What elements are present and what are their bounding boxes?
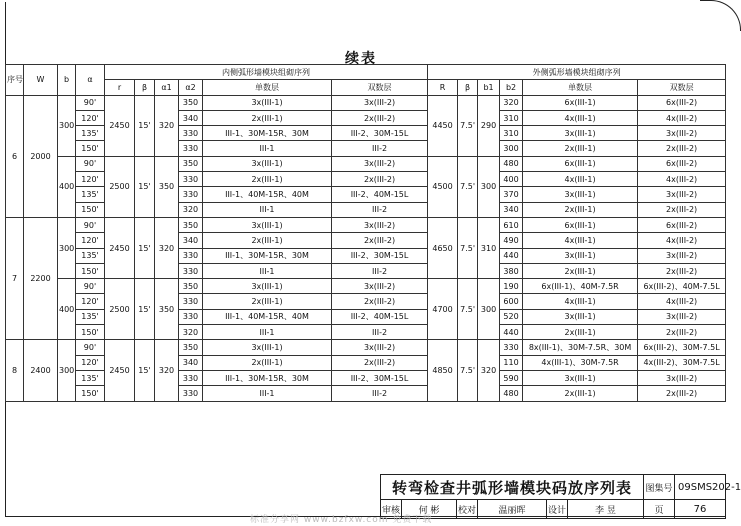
cell-single-outer: 6x(III-1): [523, 156, 638, 171]
cell-a2: 350: [179, 95, 203, 110]
cell-single: 2x(III-1): [203, 233, 332, 248]
cell-W: 2000: [24, 95, 58, 217]
cell-double: 3x(III-2): [332, 279, 428, 294]
drawing-title: 转弯检查井弧形墙模块码放序列表: [380, 474, 644, 500]
cell-double: 3x(III-2): [332, 217, 428, 232]
cell-double-outer: 6x(III-2): [638, 95, 726, 110]
table-row: [6, 156, 726, 171]
cell-single: 2x(III-1): [203, 294, 332, 309]
header-outer-group: 外侧弧形墙模块组砌序列: [428, 65, 726, 80]
atlas-number: 09SMS202-1: [674, 474, 726, 500]
cell-a2: 330: [179, 172, 203, 187]
watermark: 标准分享网 www.bzfxw.com 免费下载: [250, 515, 433, 525]
cell-b2: 110: [500, 355, 523, 370]
cell-alpha: 135': [76, 187, 105, 202]
cell-double-outer: 2x(III-2): [638, 386, 726, 401]
cell-double: III-2: [332, 263, 428, 278]
cell-b1: 290: [478, 95, 500, 156]
cell-double-outer: 3x(III-2): [638, 309, 726, 324]
table-body: [6, 95, 726, 401]
cell-a2: 350: [179, 156, 203, 171]
header-b1: b1: [478, 80, 500, 95]
sequence-table: [5, 64, 726, 402]
cell-single: III-1: [203, 141, 332, 156]
cell-b2: 400: [500, 172, 523, 187]
cell-beta-outer: 7.5': [458, 217, 478, 278]
cell-single-outer: 2x(III-1): [523, 386, 638, 401]
cell-alpha: 135': [76, 309, 105, 324]
cell-a2: 330: [179, 126, 203, 141]
cell-double: III-2: [332, 325, 428, 340]
cell-double-outer: 6x(III-2)、40M-7.5L: [638, 279, 726, 294]
cell-alpha: 150': [76, 202, 105, 217]
cell-b1: 300: [478, 279, 500, 340]
cell-a2: 330: [179, 263, 203, 278]
cell-double: III-2: [332, 202, 428, 217]
cell-a2: 330: [179, 248, 203, 263]
cell-beta: 15': [135, 217, 155, 278]
cell-a1: 350: [155, 279, 179, 340]
cell-double: 2x(III-2): [332, 294, 428, 309]
cell-alpha: 120': [76, 233, 105, 248]
cell-b2: 310: [500, 110, 523, 125]
cell-single-outer: 3x(III-1): [523, 187, 638, 202]
cell-double-outer: 4x(III-2): [638, 110, 726, 125]
cell-beta-outer: 7.5': [458, 156, 478, 217]
header-a1: α1: [155, 80, 179, 95]
cell-alpha: 90': [76, 95, 105, 110]
cell-double-outer: 4x(III-2): [638, 294, 726, 309]
cell-single-outer: 4x(III-1): [523, 172, 638, 187]
cell-double: 3x(III-2): [332, 95, 428, 110]
cell-b2: 480: [500, 156, 523, 171]
cell-b2: 330: [500, 340, 523, 355]
design-label: 设计: [546, 499, 568, 519]
cell-single-outer: 2x(III-1): [523, 263, 638, 278]
cell-R: 4650: [428, 217, 458, 278]
cell-double-outer: 2x(III-2): [638, 202, 726, 217]
header-W: W: [24, 65, 58, 96]
header-double: 双数层: [332, 80, 428, 95]
cell-double: 2x(III-2): [332, 355, 428, 370]
cell-a2: 350: [179, 340, 203, 355]
cell-b2: 310: [500, 126, 523, 141]
cell-alpha: 120': [76, 294, 105, 309]
cell-b2: 600: [500, 294, 523, 309]
header-single: 单数层: [203, 80, 332, 95]
cell-R: 4500: [428, 156, 458, 217]
cell-double-outer: 4x(III-2)、30M-7.5L: [638, 355, 726, 370]
table-row: [6, 95, 726, 110]
cell-single-outer: 3x(III-1): [523, 370, 638, 385]
cell-single: 3x(III-1): [203, 279, 332, 294]
cell-double: III-2、30M-15L: [332, 248, 428, 263]
cell-a2: 320: [179, 202, 203, 217]
cell-b2: 340: [500, 202, 523, 217]
page-curl: [700, 0, 741, 31]
cell-double: 3x(III-2): [332, 156, 428, 171]
cell-alpha: 120': [76, 355, 105, 370]
cell-double-outer: 3x(III-2): [638, 187, 726, 202]
cell-double-outer: 6x(III-2): [638, 156, 726, 171]
cell-a2: 350: [179, 217, 203, 232]
header-beta: β: [135, 80, 155, 95]
cell-beta-outer: 7.5': [458, 95, 478, 156]
cell-double: III-2、40M-15L: [332, 187, 428, 202]
cell-alpha: 90': [76, 217, 105, 232]
cell-alpha: 135': [76, 126, 105, 141]
header-r: r: [105, 80, 135, 95]
cell-b: 400: [58, 156, 76, 217]
page-label: 页: [643, 499, 675, 519]
cell-single: III-1、30M-15R、30M: [203, 370, 332, 385]
header-single-outer: 单数层: [523, 80, 638, 95]
cell-double: III-2、30M-15L: [332, 126, 428, 141]
cell-alpha: 150': [76, 386, 105, 401]
cell-beta: 15': [135, 340, 155, 401]
header-b: b: [58, 65, 76, 96]
designer-name: 李 昱: [567, 499, 644, 519]
table-row: [6, 340, 726, 355]
cell-alpha: 135': [76, 370, 105, 385]
cell-single-outer: 4x(III-1): [523, 233, 638, 248]
cell-double-outer: 2x(III-2): [638, 141, 726, 156]
cell-double-outer: 6x(III-2): [638, 217, 726, 232]
cell-a1: 320: [155, 217, 179, 278]
cell-R: 4450: [428, 95, 458, 156]
cell-a2: 320: [179, 325, 203, 340]
cell-single-outer: 2x(III-1): [523, 202, 638, 217]
cell-a1: 320: [155, 95, 179, 156]
cell-b2: 370: [500, 187, 523, 202]
cell-double-outer: 2x(III-2): [638, 325, 726, 340]
cell-W: 2200: [24, 217, 58, 339]
cell-single: 3x(III-1): [203, 95, 332, 110]
cell-seq: 8: [6, 340, 24, 401]
cell-a1: 350: [155, 156, 179, 217]
cell-b2: 440: [500, 248, 523, 263]
cell-b2: 380: [500, 263, 523, 278]
cell-a2: 330: [179, 370, 203, 385]
cell-b2: 300: [500, 141, 523, 156]
cell-beta-outer: 7.5': [458, 279, 478, 340]
cell-b: 300: [58, 340, 76, 401]
page-number: 76: [674, 499, 726, 519]
cell-b: 400: [58, 279, 76, 340]
header-double-outer: 双数层: [638, 80, 726, 95]
cell-single: III-1、40M-15R、40M: [203, 187, 332, 202]
cell-single-outer: 2x(III-1): [523, 325, 638, 340]
cell-alpha: 150': [76, 325, 105, 340]
cell-seq: 7: [6, 217, 24, 339]
cell-beta: 15': [135, 95, 155, 156]
cell-single-outer: 3x(III-1): [523, 248, 638, 263]
cell-single-outer: 6x(III-1): [523, 217, 638, 232]
cell-single: III-1: [203, 325, 332, 340]
cell-single: 3x(III-1): [203, 217, 332, 232]
cell-b2: 190: [500, 279, 523, 294]
reviewer-name: 何 彬: [401, 499, 457, 519]
table-title: 续表: [345, 51, 377, 67]
cell-a2: 330: [179, 386, 203, 401]
cell-a2: 340: [179, 110, 203, 125]
cell-alpha: 90': [76, 340, 105, 355]
header-beta-outer: β: [458, 80, 478, 95]
checker-name: 温丽晖: [477, 499, 547, 519]
cell-single-outer: 4x(III-1): [523, 294, 638, 309]
cell-single-outer: 4x(III-1): [523, 110, 638, 125]
cell-double: III-2、40M-15L: [332, 309, 428, 324]
cell-single-outer: 6x(III-1)、40M-7.5R: [523, 279, 638, 294]
cell-single-outer: 3x(III-1): [523, 126, 638, 141]
cell-double-outer: 3x(III-2): [638, 370, 726, 385]
cell-a2: 340: [179, 355, 203, 370]
cell-b2: 520: [500, 309, 523, 324]
cell-a1: 320: [155, 340, 179, 401]
table-row: [6, 279, 726, 294]
cell-a2: 330: [179, 141, 203, 156]
cell-beta-outer: 7.5': [458, 340, 478, 401]
cell-alpha: 90': [76, 156, 105, 171]
cell-W: 2400: [24, 340, 58, 401]
cell-r: 2450: [105, 340, 135, 401]
cell-a2: 340: [179, 233, 203, 248]
cell-b1: 300: [478, 156, 500, 217]
cell-single: 3x(III-1): [203, 156, 332, 171]
cell-b2: 490: [500, 233, 523, 248]
cell-b1: 310: [478, 217, 500, 278]
cell-r: 2500: [105, 279, 135, 340]
cell-single: 2x(III-1): [203, 355, 332, 370]
cell-single-outer: 2x(III-1): [523, 141, 638, 156]
cell-single: 3x(III-1): [203, 340, 332, 355]
cell-r: 2450: [105, 95, 135, 156]
check-label: 校对: [456, 499, 478, 519]
cell-double-outer: 4x(III-2): [638, 172, 726, 187]
cell-alpha: 150': [76, 141, 105, 156]
cell-double: 2x(III-2): [332, 110, 428, 125]
cell-beta: 15': [135, 279, 155, 340]
cell-seq: 6: [6, 95, 24, 217]
header-R: R: [428, 80, 458, 95]
cell-double-outer: 4x(III-2): [638, 233, 726, 248]
cell-double-outer: 3x(III-2): [638, 248, 726, 263]
cell-a2: 330: [179, 294, 203, 309]
cell-single-outer: 8x(III-1)、30M-7.5R、30M: [523, 340, 638, 355]
cell-single: III-1: [203, 202, 332, 217]
cell-double-outer: 3x(III-2): [638, 126, 726, 141]
cell-double: III-2: [332, 141, 428, 156]
cell-double: 2x(III-2): [332, 233, 428, 248]
cell-R: 4700: [428, 279, 458, 340]
cell-single: III-1: [203, 386, 332, 401]
cell-b2: 480: [500, 386, 523, 401]
cell-b: 300: [58, 217, 76, 278]
cell-double: III-2、30M-15L: [332, 370, 428, 385]
header-a2: α2: [179, 80, 203, 95]
cell-double-outer: 6x(III-2)、30M-7.5L: [638, 340, 726, 355]
cell-single: 2x(III-1): [203, 110, 332, 125]
cell-alpha: 120': [76, 110, 105, 125]
cell-r: 2500: [105, 156, 135, 217]
cell-R: 4850: [428, 340, 458, 401]
cell-alpha: 120': [76, 172, 105, 187]
cell-single-outer: 3x(III-1): [523, 309, 638, 324]
cell-b1: 320: [478, 340, 500, 401]
cell-b2: 610: [500, 217, 523, 232]
cell-single-outer: 6x(III-1): [523, 95, 638, 110]
header-alpha: α: [76, 65, 105, 96]
cell-single: III-1、40M-15R、40M: [203, 309, 332, 324]
header-inner-group: 内侧弧形墙模块组砌序列: [105, 65, 428, 80]
cell-alpha: 90': [76, 279, 105, 294]
cell-b2: 320: [500, 95, 523, 110]
cell-a2: 330: [179, 309, 203, 324]
cell-b2: 440: [500, 325, 523, 340]
atlas-label: 图集号: [643, 474, 675, 500]
cell-double-outer: 2x(III-2): [638, 263, 726, 278]
review-label: 审核: [380, 499, 402, 519]
cell-double: III-2: [332, 386, 428, 401]
cell-single: III-1: [203, 263, 332, 278]
cell-double: 3x(III-2): [332, 340, 428, 355]
table-row: [6, 217, 726, 232]
cell-b: 300: [58, 95, 76, 156]
cell-single: III-1、30M-15R、30M: [203, 126, 332, 141]
cell-a2: 350: [179, 279, 203, 294]
cell-alpha: 135': [76, 248, 105, 263]
cell-r: 2450: [105, 217, 135, 278]
cell-single: III-1、30M-15R、30M: [203, 248, 332, 263]
header-b2: b2: [500, 80, 523, 95]
cell-single: 2x(III-1): [203, 172, 332, 187]
header-seq: 序号: [6, 65, 24, 96]
cell-a2: 330: [179, 187, 203, 202]
cell-beta: 15': [135, 156, 155, 217]
cell-single-outer: 4x(III-1)、30M-7.5R: [523, 355, 638, 370]
cell-alpha: 150': [76, 263, 105, 278]
cell-double: 2x(III-2): [332, 172, 428, 187]
cell-b2: 590: [500, 370, 523, 385]
